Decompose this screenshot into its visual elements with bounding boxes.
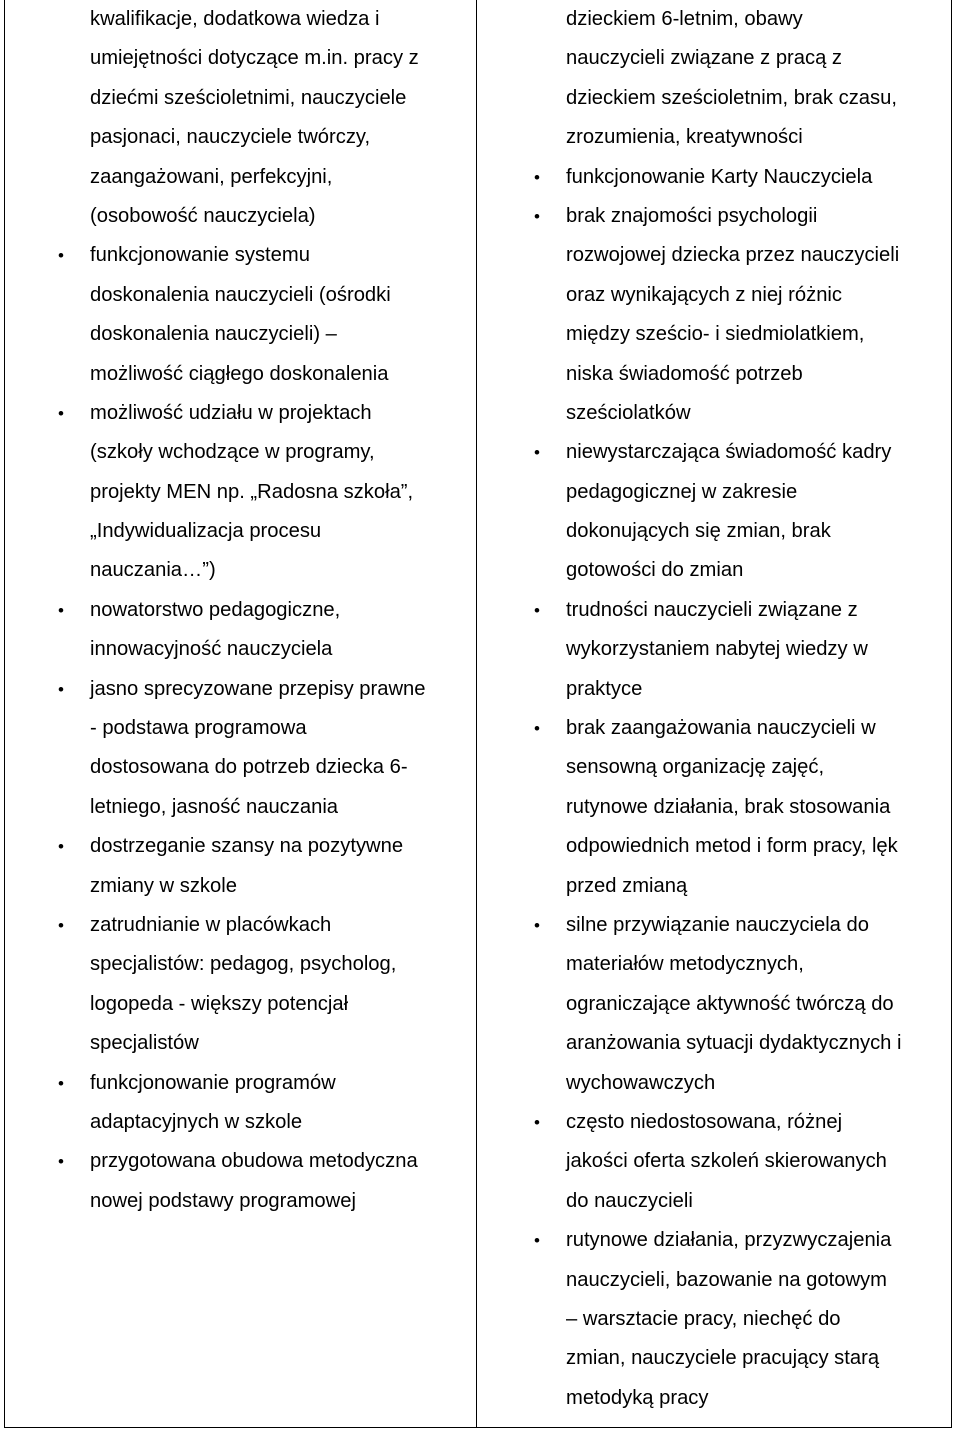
right-line-text: jakości oferta szkoleń skierowanych (566, 1150, 887, 1173)
right-line (566, 118, 950, 157)
right-line-text: zrozumienia, kreatywności (566, 126, 803, 149)
right-line-text: materiałów metodycznych, (566, 953, 804, 976)
left-line (90, 39, 474, 78)
right-line-text: dzieckiem sześcioletnim, brak czasu, (566, 86, 897, 109)
left-line-text: możliwość ciągłego doskonalenia (90, 362, 389, 385)
left-line-text: adaptacyjnych w szkole (90, 1110, 303, 1133)
bullet-icon: • (534, 1112, 540, 1132)
bullet-icon: • (534, 167, 540, 187)
right-line-text: metodyką pracy (566, 1386, 709, 1409)
left-line (90, 867, 474, 906)
right-line (534, 197, 950, 236)
left-line-text: (szkoły wchodzące w programy, (90, 441, 375, 464)
right-line (566, 1182, 950, 1221)
right-line (566, 1064, 950, 1103)
right-line-text: wychowawczych (566, 1071, 716, 1094)
right-line (566, 1024, 950, 1063)
bullet-icon: • (58, 915, 64, 935)
right-line (566, 0, 950, 39)
left-line-text: dostosowana do potrzeb dziecka 6- (90, 756, 408, 779)
right-line (566, 985, 950, 1024)
left-line (90, 315, 474, 354)
right-line (566, 79, 950, 118)
left-line (58, 394, 474, 433)
left-line-text: zatrudnianie w placówkach (90, 913, 332, 936)
left-line-text: „Indywidualizacja procesu (90, 520, 322, 543)
left-line (90, 709, 474, 748)
left-line (90, 158, 474, 197)
right-line-text: nauczycieli, bazowanie na gotowym (566, 1268, 887, 1291)
right-line (566, 1300, 950, 1339)
bullet-icon: • (58, 403, 64, 423)
right-line (534, 1221, 950, 1260)
right-line (566, 945, 950, 984)
left-line-text: nauczania…”) (90, 559, 216, 582)
right-line-text: gotowości do zmian (566, 559, 744, 582)
left-line-text: doskonalenia nauczycieli (ośrodki (90, 283, 391, 306)
left-line (90, 1182, 474, 1221)
left-line (90, 788, 474, 827)
left-line-text: projekty MEN np. „Radosna szkoła”, (90, 480, 414, 503)
right-line (566, 1261, 950, 1300)
left-line (90, 512, 474, 551)
left-line (90, 0, 474, 39)
right-line (566, 788, 950, 827)
right-line (566, 512, 950, 551)
right-line (566, 748, 950, 787)
right-line (534, 1103, 950, 1142)
left-line-text: (osobowość nauczyciela) (90, 204, 316, 227)
right-line-text: pedagogicznej w zakresie (566, 480, 798, 503)
right-line (534, 591, 950, 630)
right-line-text: sześciolatków (566, 401, 691, 424)
left-line (90, 551, 474, 590)
bullet-icon: • (534, 443, 540, 463)
left-line (90, 118, 474, 157)
right-line-text: zmian, nauczyciele pracujący starą (566, 1347, 880, 1370)
right-line-text: brak zaangażowania nauczycieli w (566, 717, 876, 740)
right-line (566, 1379, 950, 1418)
left-line-text: letniego, jasność nauczania (90, 795, 339, 818)
right-line-text: oraz wynikających z niej różnic (566, 283, 843, 306)
right-line (566, 355, 950, 394)
bullet-icon: • (534, 206, 540, 226)
left-line (90, 79, 474, 118)
right-line-text: brak znajomości psychologii (566, 204, 818, 227)
right-line (566, 473, 950, 512)
left-line-text: zmiany w szkole (90, 874, 237, 897)
right-line (566, 39, 950, 78)
left-line (58, 670, 474, 709)
right-line (534, 158, 950, 197)
left-line-text: kwalifikacje, dodatkowa wiedza i (90, 8, 380, 30)
left-line-text: dostrzeganie szansy na pozytywne (90, 835, 404, 858)
left-line (58, 236, 474, 275)
left-line-text: możliwość udziału w projektach (90, 401, 372, 424)
right-line-text: – warsztacie pracy, niechęć do (566, 1307, 841, 1330)
right-line-text: dokonujących się zmian, brak (566, 520, 831, 543)
bullet-icon: • (58, 679, 64, 699)
right-line-text: przed zmianą (566, 874, 688, 897)
right-line (566, 630, 950, 669)
bullet-icon: • (58, 246, 64, 266)
left-line-text: funkcjonowanie programów (90, 1071, 336, 1094)
left-line-text: nowej podstawy programowej (90, 1189, 356, 1212)
left-line-text: logopeda - większy potencjał (90, 992, 349, 1015)
right-line-text: wykorzystaniem nabytej wiedzy w (566, 638, 868, 661)
right-line-text: rutynowe działania, przyzwyczajenia (566, 1229, 892, 1252)
bullet-icon: • (58, 600, 64, 620)
right-line (566, 236, 950, 275)
bullet-icon: • (534, 1231, 540, 1251)
left-line-text: specjalistów: pedagog, psycholog, (90, 953, 397, 976)
left-line-text: przygotowana obudowa metodyczna (90, 1150, 418, 1173)
left-line-text: specjalistów (90, 1032, 199, 1055)
right-line (566, 670, 950, 709)
left-line-text: umiejętności dotyczące m.in. pracy z (90, 47, 419, 70)
right-line-text: często niedostosowana, różnej (566, 1110, 843, 1133)
left-line-text: funkcjonowanie systemu (90, 244, 310, 267)
bullet-icon: • (58, 1152, 64, 1172)
bullet-icon: • (58, 1073, 64, 1093)
left-line (58, 1142, 474, 1181)
left-line-text: nowatorstwo pedagogiczne, (90, 598, 341, 621)
left-column (58, 0, 474, 1221)
right-line-text: rozwojowej dziecka przez nauczycieli (566, 244, 900, 267)
column-divider (476, 0, 477, 1428)
left-line-text: jasno sprecyzowane przepisy prawne (90, 677, 426, 700)
left-line (90, 276, 474, 315)
left-line (90, 630, 474, 669)
left-line (90, 1103, 474, 1142)
right-line-text: trudności nauczycieli związane z (566, 598, 858, 621)
left-line (90, 433, 474, 472)
bullet-icon: • (58, 837, 64, 857)
right-line-text: odpowiednich metod i form pracy, lęk (566, 835, 898, 858)
left-line (90, 355, 474, 394)
left-line-text: zaangażowani, perfekcyjni, (90, 165, 333, 188)
left-line (90, 1024, 474, 1063)
right-line-text: silne przywiązanie nauczyciela do (566, 913, 869, 936)
right-line-text: rutynowe działania, brak stosowania (566, 795, 891, 818)
right-line (566, 315, 950, 354)
left-line-text: innowacyjność nauczyciela (90, 638, 333, 661)
right-line (566, 827, 950, 866)
right-line-text: aranżowania sytuacji dydaktycznych i (566, 1032, 902, 1055)
right-line-text: niska świadomość potrzeb (566, 362, 803, 385)
right-line (566, 1339, 950, 1378)
right-column (534, 0, 950, 1418)
right-line-text: sensowną organizację zajęć, (566, 756, 825, 779)
right-line (566, 551, 950, 590)
right-line-text: funkcjonowanie Karty Nauczyciela (566, 165, 873, 188)
left-line (90, 197, 474, 236)
right-line-text: między sześcio- i siedmiolatkiem, (566, 323, 865, 346)
right-line (534, 906, 950, 945)
right-line-text: dzieckiem 6-letnim, obawy (566, 8, 803, 30)
left-line-text: dziećmi sześcioletnimi, nauczyciele (90, 86, 407, 109)
bullet-icon: • (534, 915, 540, 935)
left-line (58, 591, 474, 630)
bullet-icon: • (534, 719, 540, 739)
left-line (90, 473, 474, 512)
right-line-text: niewystarczająca świadomość kadry (566, 441, 892, 464)
right-line-text: ograniczające aktywność twórczą do (566, 992, 894, 1015)
right-line (534, 433, 950, 472)
right-line (534, 709, 950, 748)
right-line-text: praktyce (566, 677, 643, 700)
left-line (58, 1064, 474, 1103)
left-line-text: doskonalenia nauczycieli) – (90, 323, 337, 346)
bullet-icon: • (534, 600, 540, 620)
right-line (566, 394, 950, 433)
right-line (566, 276, 950, 315)
left-line (90, 945, 474, 984)
right-line (566, 867, 950, 906)
left-line-text: pasjonaci, nauczyciele twórczy, (90, 126, 371, 149)
left-line-text: - podstawa programowa (90, 717, 307, 740)
left-line (90, 985, 474, 1024)
left-line (58, 906, 474, 945)
left-line (58, 827, 474, 866)
left-line (90, 748, 474, 787)
right-line (566, 1142, 950, 1181)
right-line-text: do nauczycieli (566, 1189, 693, 1212)
right-line-text: nauczycieli związane z pracą z (566, 47, 843, 70)
